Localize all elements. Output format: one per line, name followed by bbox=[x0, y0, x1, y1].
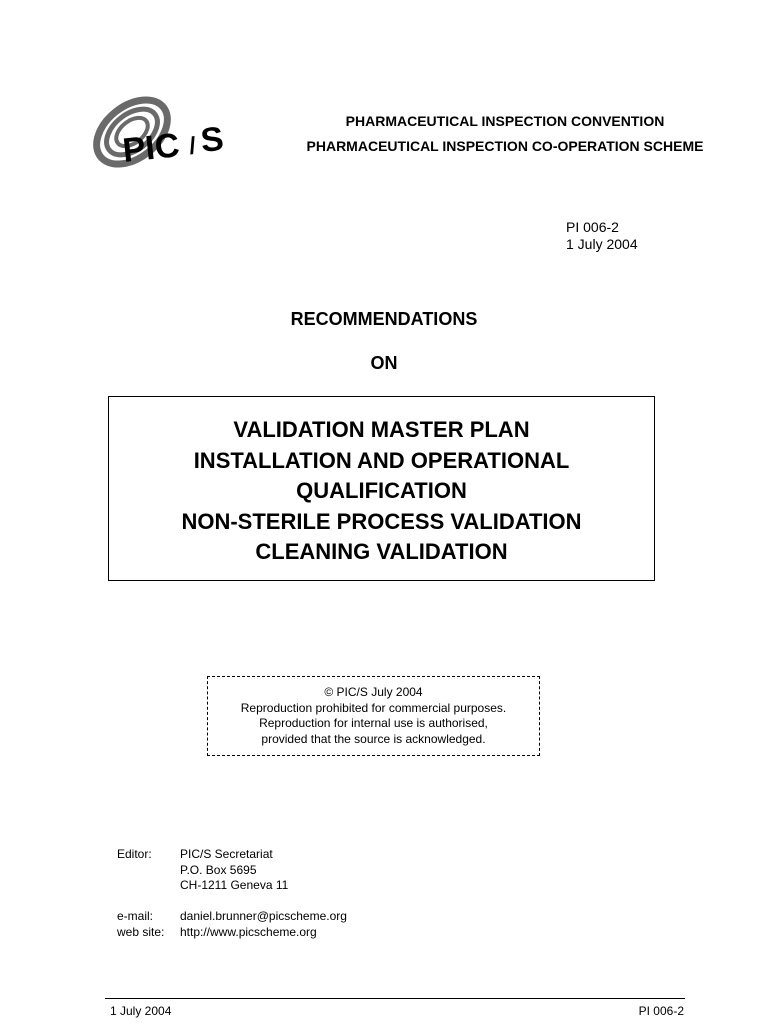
editor-label: Editor: bbox=[117, 847, 152, 861]
document-id: PI 006-2 bbox=[566, 219, 619, 235]
editor-po-box: P.O. Box 5695 bbox=[180, 862, 257, 877]
title-line: INSTALLATION AND OPERATIONAL bbox=[193, 447, 570, 473]
title-line: NON-STERILE PROCESS VALIDATION bbox=[181, 508, 582, 534]
footer-doc-id: PI 006-2 bbox=[638, 1004, 684, 1018]
scheme-name: PHARMACEUTICAL INSPECTION CO-OPERATION SCHEME bbox=[306, 138, 704, 154]
copyright-notice bbox=[207, 676, 540, 756]
title-box bbox=[108, 396, 655, 581]
website-label: web site: bbox=[117, 924, 165, 939]
copyright-line: Reproduction for internal use is authorised, bbox=[259, 716, 488, 730]
copyright-line: Reproduction prohibited for commercial purposes. bbox=[240, 700, 507, 715]
document-date: 1 July 2004 bbox=[566, 236, 638, 252]
footer-date: 1 July 2004 bbox=[110, 1004, 172, 1018]
title-line: VALIDATION MASTER PLAN bbox=[233, 417, 530, 442]
recommendations-heading: RECOMMENDATIONS bbox=[290, 309, 478, 329]
copyright-line: provided that the source is acknowledged. bbox=[261, 731, 486, 746]
organization-name: PHARMACEUTICAL INSPECTION CONVENTION bbox=[345, 113, 665, 129]
website-link[interactable]: http://www.picscheme.org bbox=[180, 924, 317, 939]
pics-logo-graphic bbox=[84, 80, 256, 184]
title-line: QUALIFICATION bbox=[296, 478, 467, 503]
svg-text:/: / bbox=[187, 132, 198, 160]
document-reference bbox=[566, 219, 638, 253]
editor-name: PIC/S Secretariat bbox=[180, 847, 273, 861]
on-heading: ON bbox=[370, 353, 398, 373]
footer-divider bbox=[105, 998, 685, 999]
svg-text:S: S bbox=[198, 119, 226, 160]
email-link[interactable]: daniel.brunner@picscheme.org bbox=[180, 909, 347, 923]
email-label: e-mail: bbox=[117, 909, 154, 923]
editor-city: CH-1211 Geneva 11 bbox=[180, 878, 289, 892]
copyright-line: © PIC/S July 2004 bbox=[324, 685, 423, 699]
svg-text:PIC: PIC bbox=[120, 126, 182, 170]
title-line: CLEANING VALIDATION bbox=[255, 539, 508, 564]
pics-logo bbox=[84, 80, 256, 184]
